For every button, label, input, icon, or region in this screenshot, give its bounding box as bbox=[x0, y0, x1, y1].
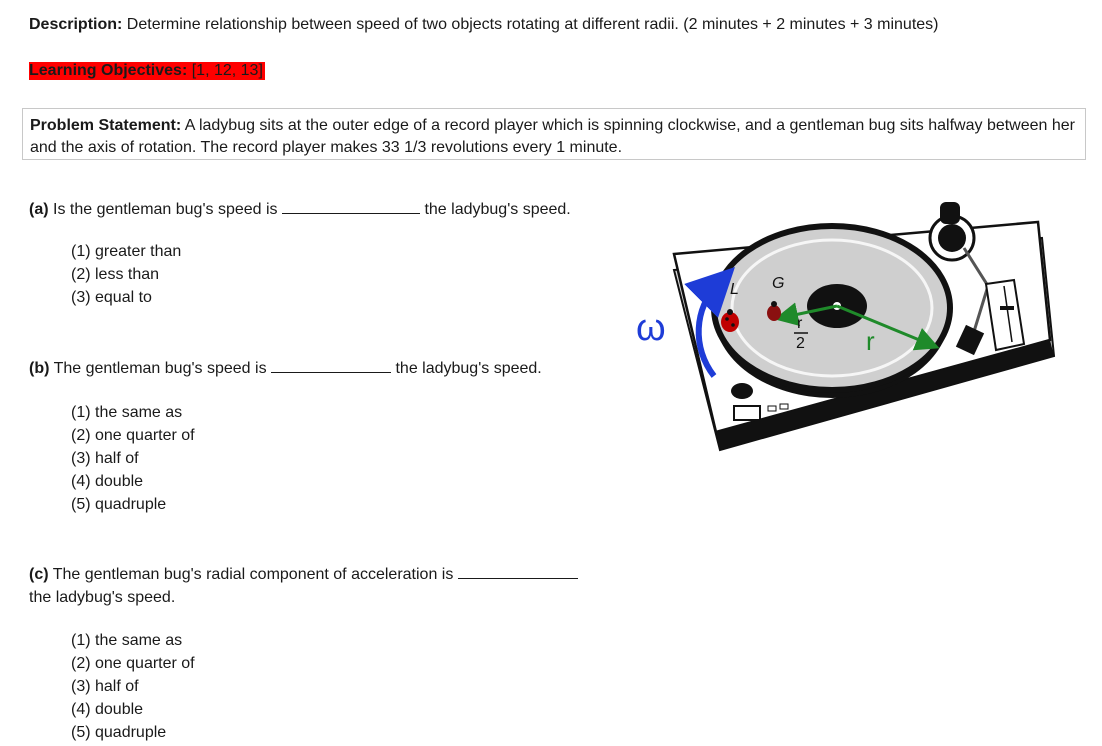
ladybug-spot bbox=[725, 317, 729, 321]
option: (1) the same as bbox=[71, 632, 183, 649]
half-r-denominator: 2 bbox=[796, 335, 805, 352]
question-b-label: (b) bbox=[29, 360, 50, 377]
question-c bbox=[29, 563, 578, 609]
gentleman-bug-icon bbox=[767, 305, 781, 321]
question-a-label: (a) bbox=[29, 201, 49, 218]
question-b-blank[interactable] bbox=[271, 357, 391, 373]
question-c-label: (c) bbox=[29, 566, 49, 583]
description bbox=[29, 16, 939, 34]
question-c-pre: The gentleman bug's radial component of acceleration is bbox=[52, 566, 454, 583]
half-r-numerator: r bbox=[797, 315, 803, 332]
problem-statement bbox=[30, 115, 1075, 159]
start-button bbox=[734, 406, 760, 420]
option: (3) equal to bbox=[71, 289, 152, 306]
option: (1) greater than bbox=[71, 243, 182, 260]
gentleman-bug-head bbox=[771, 301, 777, 307]
turntable-figure bbox=[622, 188, 1064, 468]
omega-symbol: ω bbox=[636, 307, 666, 349]
learning-objectives bbox=[29, 62, 265, 80]
option: (1) the same as bbox=[71, 404, 183, 421]
learning-objectives-label: Learning Objectives: bbox=[29, 62, 188, 79]
counterweight bbox=[940, 202, 960, 224]
ladybug-spot bbox=[731, 323, 735, 327]
label-r: r bbox=[866, 326, 875, 356]
question-c-post: the ladybug's speed. bbox=[29, 589, 176, 606]
description-label: Description: bbox=[29, 16, 123, 33]
speed-button-1 bbox=[768, 406, 776, 411]
speed-button-2 bbox=[780, 404, 788, 409]
label-l: L bbox=[730, 281, 739, 298]
option: (4) double bbox=[71, 701, 144, 718]
description-text: Determine relationship between speed of two objects rotating at different radii. (2 minutes + 2 minutes + 3 minutes) bbox=[126, 16, 939, 33]
question-a-post: the ladybug's speed. bbox=[424, 201, 571, 218]
question-a bbox=[29, 198, 571, 219]
question-b-pre: The gentleman bug's speed is bbox=[53, 360, 267, 377]
question-a-options bbox=[71, 240, 181, 309]
problem-statement-box bbox=[22, 108, 1086, 160]
start-knob bbox=[731, 383, 753, 399]
question-b-post: the ladybug's speed. bbox=[395, 360, 542, 377]
option: (4) double bbox=[71, 473, 144, 490]
option: (2) less than bbox=[71, 266, 160, 283]
question-c-blank[interactable] bbox=[458, 563, 578, 579]
question-b bbox=[29, 357, 542, 378]
option: (2) one quarter of bbox=[71, 655, 195, 672]
pitch-slider-knob bbox=[1000, 306, 1014, 310]
option: (5) quadruple bbox=[71, 724, 167, 741]
option: (5) quadruple bbox=[71, 496, 167, 513]
learning-objectives-text: [1, 12, 13] bbox=[191, 62, 263, 79]
option: (3) half of bbox=[71, 450, 139, 467]
question-c-options bbox=[71, 629, 195, 744]
ladybug-head bbox=[727, 309, 733, 315]
label-g: G bbox=[772, 275, 785, 292]
option: (2) one quarter of bbox=[71, 427, 195, 444]
tonearm-pivot bbox=[938, 224, 966, 252]
option: (3) half of bbox=[71, 678, 139, 695]
problem-text: A ladybug sits at the outer edge of a record player which is spinning clockwise, and a gentleman bug sits halfway between her and the axis of rotation. The record player makes 33 1/3 revolutions every 1 minute. bbox=[30, 117, 1075, 156]
question-a-pre: Is the gentleman bug's speed is bbox=[53, 201, 278, 218]
question-a-blank[interactable] bbox=[282, 198, 420, 214]
question-b-options bbox=[71, 401, 195, 516]
problem-label: Problem Statement: bbox=[30, 117, 182, 134]
